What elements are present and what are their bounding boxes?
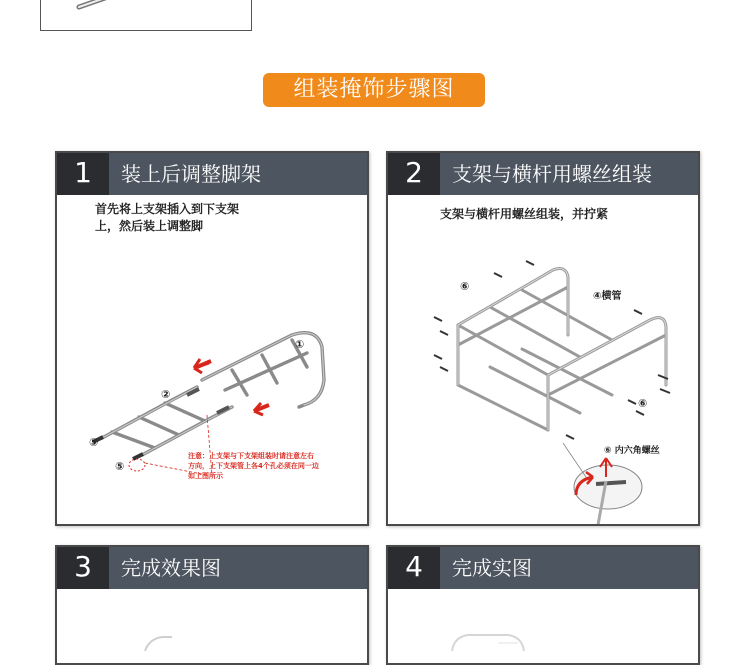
section-title: 组装掩饰步骤图: [263, 73, 485, 107]
step-panel-1: [55, 151, 369, 526]
step-panel-3: [55, 545, 369, 665]
step-number: 3: [57, 547, 109, 589]
step-header: [57, 153, 367, 195]
step-panel-4: [386, 545, 700, 665]
step-number: 1: [57, 153, 109, 195]
previous-diagram-frame: [40, 0, 252, 31]
step-header: [388, 547, 698, 589]
finished-effect-drawing: [57, 589, 367, 659]
step-header: [57, 547, 367, 589]
step-number: 2: [388, 153, 440, 195]
step-note-line: 首先将上支架插入到下支架: [95, 202, 240, 216]
step-header: [388, 153, 698, 195]
step-number: 4: [388, 547, 440, 589]
warning-line: 注意：上支架与下支架组装时请注意左右: [188, 452, 314, 460]
warning-line: 方向，上下支架管上各4个孔必须在同一边: [188, 462, 319, 470]
callout-crossbar: ④横管: [593, 291, 622, 302]
frame-assembly-drawing: [57, 195, 367, 524]
step-panel-2: [386, 151, 700, 526]
callout-5: ⑤: [115, 460, 125, 473]
crossbar-assembly-drawing: [388, 195, 698, 524]
tube-illustration: [41, 0, 251, 30]
callout-5: ⑤: [89, 436, 99, 449]
callout-6: ⑥: [638, 397, 648, 410]
finished-photo: [388, 589, 698, 659]
step-title: 完成效果图: [121, 556, 221, 580]
step-note-line: 上，然后装上调整脚: [95, 219, 204, 233]
callout-6: ⑥: [460, 280, 470, 293]
callout-1: ①: [295, 338, 305, 351]
step-note: 支架与横杆用螺丝组装，并拧紧: [440, 207, 609, 221]
warning-line: 如上图所示: [188, 472, 223, 480]
step-title: 完成实图: [452, 556, 532, 580]
step-title: 装上后调整脚架: [121, 162, 261, 186]
callout-2: ②: [161, 388, 171, 401]
step-title: 支架与横杆用螺丝组装: [452, 162, 652, 186]
callout-hex-screw: ⑥ 内六角螺丝: [604, 446, 660, 456]
